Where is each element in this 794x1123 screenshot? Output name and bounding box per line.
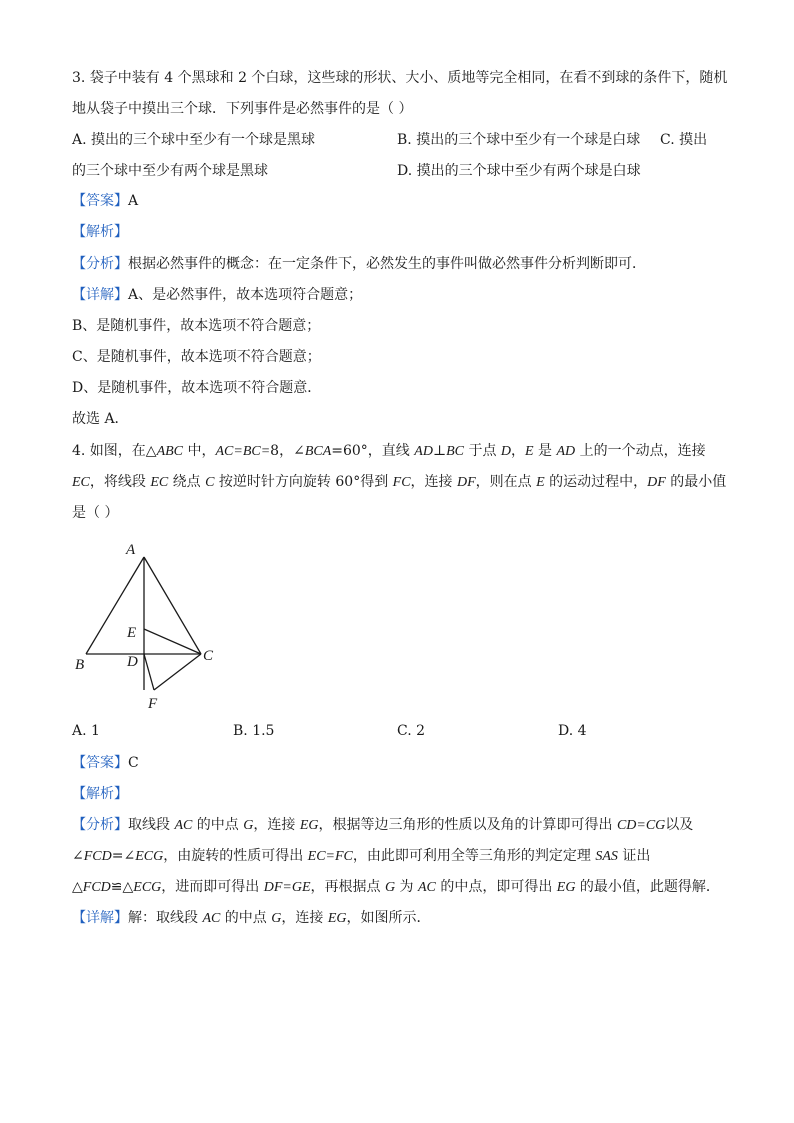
q4-stem-line3: 是（ ） bbox=[72, 505, 119, 521]
q4-answer-tag: 【答案】 bbox=[72, 755, 128, 771]
q3-answer bbox=[72, 191, 138, 211]
q3-detail-line1: 【详解】A、是必然事件，故本选项符合题意； bbox=[72, 287, 363, 303]
q4-stem-line2: EC，将线段 EC 绕点 C 按逆时针方向旋转 60°得到 FC，连接 DF，则在点 E 的运动过程中，DF 的最小值 bbox=[72, 474, 727, 490]
q4-analysis-line3: △FCD≌△ECG，进而即可得出 DF=GE，再根据点 G 为 AC 的中点，即可得出 EG 的最小值，此题得解． bbox=[72, 879, 720, 895]
q3-stem-line1: 3. 袋子中装有 4 个黑球和 2 个白球，这些球的形状、大小、质地等完全相同，在看不到球的条件下，随机 bbox=[72, 70, 728, 86]
q4-detail-line1: 【详解】解：取线段 AC 的中点 G，连接 EG，如图所示． bbox=[72, 910, 431, 926]
q3-detail-line3: C、是随机事件，故本选项不符合题意； bbox=[72, 349, 321, 365]
q4-explain-tag: 【解析】 bbox=[72, 786, 128, 802]
q3-option-c-start: C. 摸出 bbox=[660, 132, 708, 148]
q4-stem-line1: 4. 如图，在△ABC 中，AC=BC=8，∠BCA=60°，直线 AD⊥BC 于点 D，E 是 AD 上的一个动点，连接 bbox=[72, 443, 706, 459]
q3-analysis-tag: 【分析】 bbox=[72, 256, 128, 272]
q4-option-b: B. 1.5 bbox=[233, 723, 275, 739]
q3-option-a: A. 摸出的三个球中至少有一个球是黑球 bbox=[72, 132, 316, 148]
q3-option-d: D. 摸出的三个球中至少有两个球是白球 bbox=[397, 163, 641, 179]
q4-answer bbox=[72, 753, 139, 773]
q4-analysis-tag: 【分析】 bbox=[72, 817, 128, 833]
q4-analysis-line2: ∠FCD=∠ECG，由旋转的性质可得出 EC=FC，由此即可利用全等三角形的判定定理 SAS 证出 bbox=[72, 848, 651, 864]
label-e: E bbox=[127, 625, 137, 641]
q4-analysis-line1: 【分析】取线段 AC 的中点 G，连接 EG，根据等边三角形的性质以及角的计算即可得出 CD=CG以及 bbox=[72, 817, 694, 833]
q4-option-d: D. 4 bbox=[558, 723, 587, 739]
label-a: A bbox=[126, 542, 136, 558]
q3-conclusion: 故选 A． bbox=[72, 411, 129, 427]
label-d: D bbox=[127, 654, 138, 670]
q3-answer-tag: 【答案】 bbox=[72, 193, 128, 209]
q3-analysis-text: 根据必然事件的概念：在一定条件下，必然发生的事件叫做必然事件分析判断即可． bbox=[128, 256, 646, 272]
segment-fc bbox=[154, 654, 201, 690]
q3-explain-tag: 【解析】 bbox=[72, 224, 128, 240]
q3-option-c-end: 的三个球中至少有两个球是黑球 bbox=[72, 163, 268, 179]
q3-detail-line4: D、是随机事件，故本选项不符合题意． bbox=[72, 380, 322, 396]
q3-analysis bbox=[72, 254, 646, 274]
q3-stem-line2: 地从袋子中摸出三个球．下列事件是必然事件的是（ ） bbox=[72, 101, 413, 117]
q3-answer-value: A bbox=[128, 193, 139, 209]
segment-ac bbox=[144, 557, 201, 654]
label-b: B bbox=[75, 657, 85, 673]
q3-option-b: B. 摸出的三个球中至少有一个球是白球 bbox=[397, 132, 641, 148]
geometry-figure bbox=[70, 532, 230, 717]
segment-ec bbox=[144, 629, 201, 654]
q4-detail-tag: 【详解】 bbox=[72, 910, 128, 926]
q4-answer-value: C bbox=[128, 755, 139, 771]
segment-df bbox=[144, 654, 154, 690]
q4-option-c: C. 2 bbox=[397, 723, 426, 739]
label-c: C bbox=[203, 648, 214, 664]
q3-detail-tag: 【详解】 bbox=[72, 287, 128, 303]
q4-option-a: A. 1 bbox=[72, 723, 100, 739]
q3-detail-line2: B、是随机事件，故本选项不符合题意； bbox=[72, 318, 321, 334]
label-f: F bbox=[148, 696, 158, 712]
